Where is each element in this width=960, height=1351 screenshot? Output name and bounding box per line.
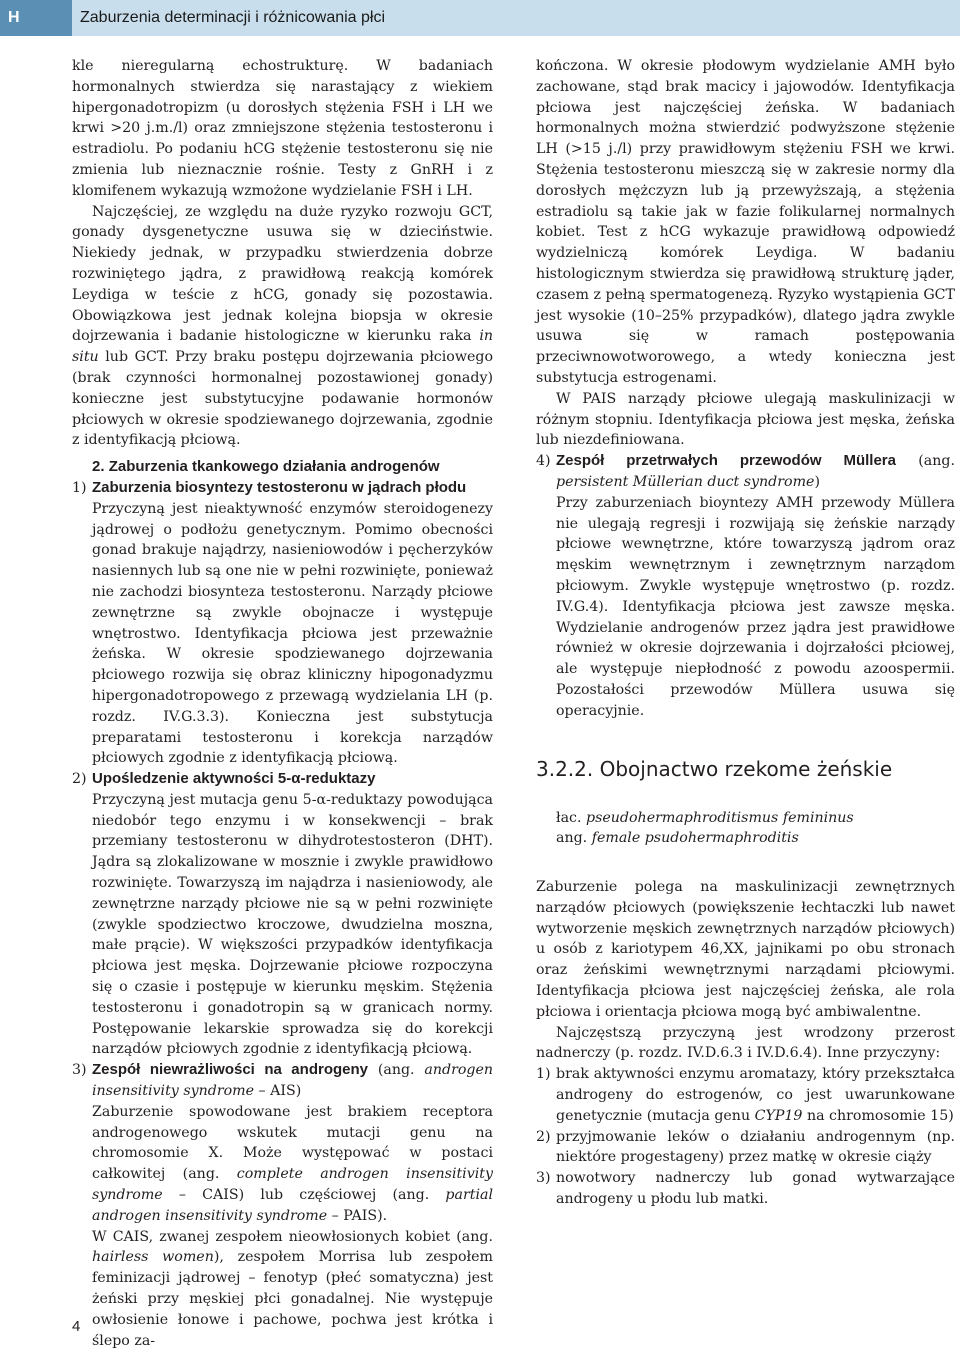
chapter-letter: H	[8, 9, 20, 26]
running-header	[0, 0, 960, 38]
list-item: 2) Upośledzenie aktywności 5-α-reduktazy	[72, 770, 376, 788]
paragraph: Najczęściej, ze względu na duże ryzyko rozwoju GCT, gonady dysgenetyczne usuwa się w dzieciństwie. Niekiedy jednak, w przypadku stwierdzenia dobrze rozwiniętego jądra, z prawidłową reakcją komórek Leydiga w teście z hCG, gonady się pozostawia. Obowiązkowa jest jednak kolejna biopsja w okresie dojrzewania i badanie histologiczne w kierunku raka in situ lub GCT. Przy braku postępu dojrzewania płciowego (brak czynności hormonalnej pozostawionej gonady) konieczne jest substytucyjne podawanie hormonów płciowych w okresie spodziewanego dojrzewania, zgodnie z identyfikacją płciową.	[72, 203, 493, 449]
paragraph: Najczęstszą przyczyną jest wrodzony przerost nadnerczy (p. rozdz. IV.D.6.3 i IV.D.6.4). Inne przyczyny:	[536, 1024, 955, 1062]
paragraph: Przyczyną jest nieaktywność enzymów steroidogenezy jądrowej o podłożu genetycznym. Pomimo obecności gonad brakuje najądrzy, nasieniowodów i pęcherzyków nasiennych lub są one nie w pełni rozwinięte, ponieważ nie zachodzi biosynteza testosteronu. Narządy płciowe zewnętrzne są zwykle obojnacze i występuje wnętrostwo. Identyfikacja płciowa jest przeważnie żeńska. W okresie spodziewanego dojrzewania płciowego rozwija się obraz kliniczny hipogonadyzmu hipergonadotropowego z przewagą wydzielania LH (p. rozdz. IV.G.3.3). Konieczna jest substytucja preparatami testosteronu i korekcja narządów płciowych zgodnie z identyfikacją płciową.	[92, 500, 493, 767]
subsection-heading: 2. Zaburzenia tkankowego działania androgenów	[92, 458, 440, 476]
page-number: 4	[72, 1318, 81, 1335]
left-column	[72, 56, 493, 1351]
paragraph: W PAIS narządy płciowe ulegają maskulinizacji w różnym stopniu. Identyfikacja płciowa jest męska, żeńska lub niezdefiniowana.	[536, 390, 955, 449]
english-name: ang. female psudohermaphroditis	[556, 830, 799, 847]
paragraph: W CAIS, zwanej zespołem nieowłosionych kobiet (ang. hairless women), zespołem Morrisa lub zespołem feminizacji jądrowej – fenotyp (płeć somatyczna) jest żeński przy męskiej płci gonadalnej. Nie występuje owłosienie łonowe i pachowe, pochwa jest krótka i ślepo za-	[92, 1228, 494, 1349]
paragraph: kończona. W okresie płodowym wydzielanie AMH było zachowane, stąd brak macicy i jajowodów. Identyfikacja płciowa jest najczęściej żeńska. W badaniach hormonalnych można stwierdzić podwyższone stężenie LH (>15 j./l) przy prawidłowym stężeniu FSH we krwi. Stężenia testosteronu mieszczą się w zakresie normy dla dorosłych mężczyzn lub ją przewyższają, a stężenia estradiolu są takie jak w fazie folikularnej normalnych kobiet. Test z hCG wykazuje prawidłową odpowiedź wydzielniczą komórek Leydiga. W badaniu histologicznym stwierdza się prawidłową strukturę jąder, czasem z pełną spermatogenezą. Ryzyko wystąpienia GCT jest wysokie (10–25% przypadków), dlatego jądra zwykle usuwa się w ramach postępowania przeciwnowotworowego, a wtedy konieczna jest substytucja estrogenami.	[536, 58, 955, 386]
item-title: Zespół niewrażliwości na androgeny	[92, 1061, 368, 1079]
latin-name: łac. pseudohermaphroditismus femininus	[556, 809, 854, 826]
list-item: 3) nowotwory nadnerczy lub gonad wytwarzające androgeny u płodu lub matki.	[536, 1170, 955, 1208]
item-title: Upośledzenie aktywności 5-α-reduktazy	[92, 770, 376, 788]
list-item: 4) Zespół przetrwałych przewodów Müllera (ang. persistent Müllerian duct syndrome)	[536, 452, 955, 490]
section-title: 3.2.2. Obojnactwo rzekome żeńskie	[536, 756, 893, 781]
right-column	[536, 56, 955, 1210]
paragraph: Zaburzenie polega na maskulinizacji zewnętrznych narządów płciowych (powiększenie łechtaczki lub nawet wytworzenie męskich zewnętrznych narządów płciowych) u osób z kariotypem 46,XX, jajnikami po obu stronach oraz żeńskimi wewnętrznymi narządami płciowymi. Identyfikacja płciowa jest najczęściej żeńska, ale rola płciowa i orientacja płciowa mogą być ambiwalentne.	[536, 879, 955, 1020]
item-title: Zespół przetrwałych przewodów Müllera	[556, 452, 896, 470]
header-title: Zaburzenia determinacji i różnicowania płci	[80, 9, 386, 26]
paragraph: Zaburzenie spowodowane jest brakiem receptora androgenowego wskutek mutacji genu na chromosomie X. Może występować w postaci całkowitej (ang. complete androgen insensitivity syndrome – CAIS) lub częściowej (ang. partial androgen insensitivity syndrome – PAIS).	[92, 1103, 493, 1224]
paragraph: Przy zaburzeniach bioyntezy AMH przewody Müllera nie ulegają regresji i rozwijają się żeńskie narządy płciowe wewnętrzne, które towarzyszą jądrom oraz męskim wewnętrznym i zewnętrznym narządom płciowym. Zwykle występuje wnętrostwo (p. rozdz. IV.G.4). Identyfikacja płciowa jest zawsze męska. Wydzielanie androgenów przez jądra jest prawidłowe również w okresie dojrzewania i dojrzałości płciowej, ale występuje niepłodność z powodu azoospermii. Pozostałości przewodów Müllera usuwa się operacyjnie.	[556, 494, 955, 719]
paragraph: kle nieregularną echostrukturę. W badaniach hormonalnych stwierdza się narastający z wiekiem hipergonadotropizm (u dorosłych stężenia FSH i LH we krwi >20 j.m./l) oraz zmniejszone stężenia testosteronu i estradiolu. Po podaniu hCG stężenie testosteronu się nie zmienia lub nieznacznie rośnie. Testy z GnRH i z klomifenem wykazują wzmożone wydzielanie FSH i LH.	[72, 58, 493, 199]
paragraph: Przyczyną jest mutacja genu 5-α-reduktazy powodująca niedobór tego enzymu i w konsekwencji – brak przemiany testosteronu w dihydrotestosteron (DHT). Jądra są zlokalizowane w mosznie i zwykle prawidłowo rozwinięte. Towarzyszą im najądrza i nasieniowody, ale zewnętrzne narządy płciowe nie są w pełni rozwinięte (zwykle spodziectwo kroczowe, dwudzielna moszna, małe prącie). W większości przypadków identyfikacja płciowa jest męska. Dojrzewanie płciowe rozpoczyna się o czasie i postępuje w kierunku męskim. Stężenia testosteronu i gonadotropin są w granicach normy. Postępowanie lekarskie sprowadza się do korekcji narządów płciowych zgodnie z identyfikacją płciową.	[92, 791, 493, 1058]
list-item: 1) brak aktywności enzymu aromatazy, który przekształca androgeny do estrogenów, co jest uwarunkowane genetycznie (mutacja genu CYP19 na chromosomie 15)	[536, 1066, 955, 1124]
list-item: 3) Zespół niewrażliwości na androgeny (ang. androgen insensitivity syndrome – AIS)	[72, 1061, 494, 1100]
list-item: 2) przyjmowanie leków o działaniu androgennym (np. niektóre progestageny) przez matkę w okresie ciąży	[536, 1128, 955, 1166]
chapter-tab	[0, 0, 72, 36]
list-item: 1) Zaburzenia biosyntezy testosteronu w jądrach płodu	[72, 478, 467, 496]
item-title: Zaburzenia biosyntezy testosteronu w jądrach płodu	[92, 478, 467, 496]
